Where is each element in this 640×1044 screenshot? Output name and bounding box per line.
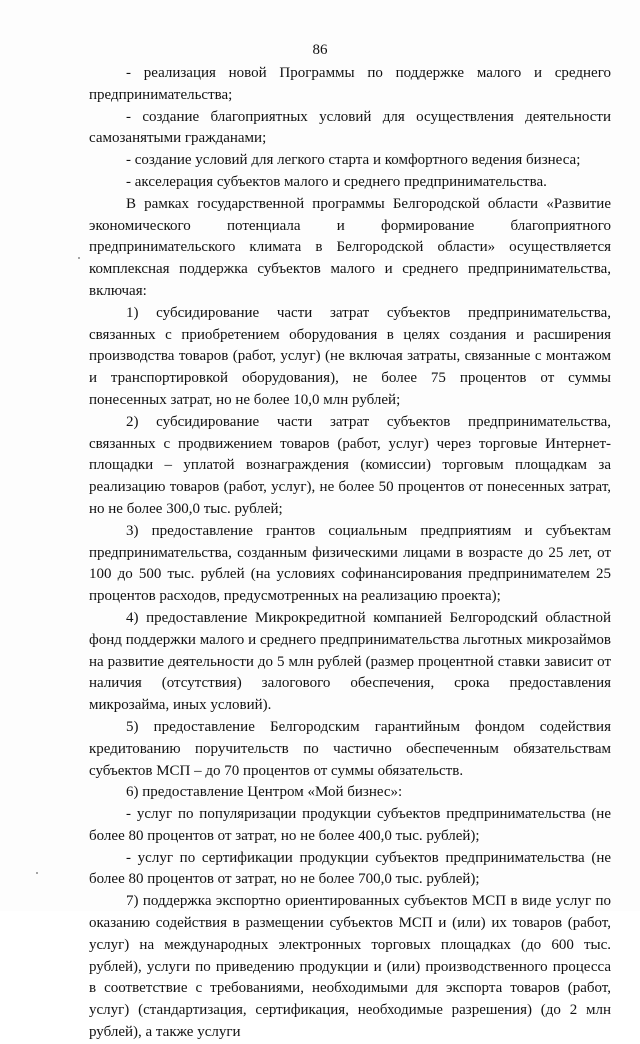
paragraph: 3) предоставление грантов социальным предприятиям и субъектам предпринимательства, созданным физическими лицами в возрасте до 25 лет, от 100 до 500 тыс. рублей (на условиях софинансирования предпринимателем 25 процентов расходов, предусмотренных на реализацию проекта); xyxy=(89,522,611,605)
paragraph: 4) предоставление Микрокредитной компанией Белгородский областной фонд поддержки малого и среднего предпринимательства льготных микрозаймов на развитие деятельности до 5 млн рублей (размер процентной ставки зависит от наличия (отсутствия) залогового обеспечения, срока предоставления микрозайма, иных условий). xyxy=(89,609,611,714)
paragraph: 7) поддержка экспортно ориентированных субъектов МСП в виде услуг по оказанию содействия в размещении субъектов МСП и (или) их товаров (работ, услуг) на международных электронных торговых площадках (до 600 тыс. рублей), услуги по приведению продукции и (или) производственного процесса в соответствие с требованиями, необходимыми для экспорта товаров (работ, услуг) (стандартизация, сертификация, необходимые разрешения) (до 2 млн рублей), а также услуги xyxy=(89,893,611,1041)
paragraph: - создание благоприятных условий для осуществления деятельности самозанятыми гражданами; xyxy=(89,108,611,147)
scan-speck xyxy=(78,257,80,259)
paragraph: 2) субсидирование части затрат субъектов предпринимательства, связанных с продвижением товаров (работ, услуг) через торговые Интернет-площадки – уплатой вознаграждения (комиссии) торговым площадкам за реализацию товаров (работ, услуг), не более 50 процентов от понесенных затрат, но не более 300,0 тыс. рублей; xyxy=(89,413,611,517)
paragraph: - акселерация субъектов малого и среднего предпринимательства. xyxy=(126,173,547,190)
document-body xyxy=(89,63,611,1044)
page-number: 86 xyxy=(312,42,328,58)
paragraph: - реализация новой Программы по поддержке малого и среднего предпринимательства; xyxy=(89,65,611,103)
paragraph: 6) предоставление Центром «Мой бизнес»: xyxy=(126,784,403,801)
scan-speck xyxy=(36,872,38,874)
paragraph: 1) субсидирование части затрат субъектов предпринимательства, связанных с приобретением оборудования в целях создания и расширения производства товаров (работ, услуг) (не включая затраты, связанные с монтажом и транспортировкой оборудования), не более 75 процентов от суммы понесенных затрат, но не более 10,0 млн рублей; xyxy=(89,304,611,408)
paragraph: - услуг по популяризации продукции субъектов предпринимательства (не более 80 процентов от затрат, но не более 400,0 тыс. рублей); xyxy=(89,806,611,844)
paragraph: - создание условий для легкого старта и комфортного ведения бизнеса; xyxy=(126,152,581,169)
paragraph: В рамках государственной программы Белгородской области «Развитие экономического потенциала и формирование благоприятного предпринимательского климата в Белгородской области» осуществляется комплексная поддержка субъектов малого и среднего предпринимательства, включая: xyxy=(89,195,611,299)
paragraph: 5) предоставление Белгородским гарантийным фондом содействия кредитованию поручительств по частично обеспеченным обязательствам субъектов МСП – до 70 процентов от суммы обязательств. xyxy=(89,718,611,779)
paragraph: - услуг по сертификации продукции субъектов предпринимательства (не более 80 процентов от затрат, но не более 700,0 тыс. рублей); xyxy=(89,849,611,888)
